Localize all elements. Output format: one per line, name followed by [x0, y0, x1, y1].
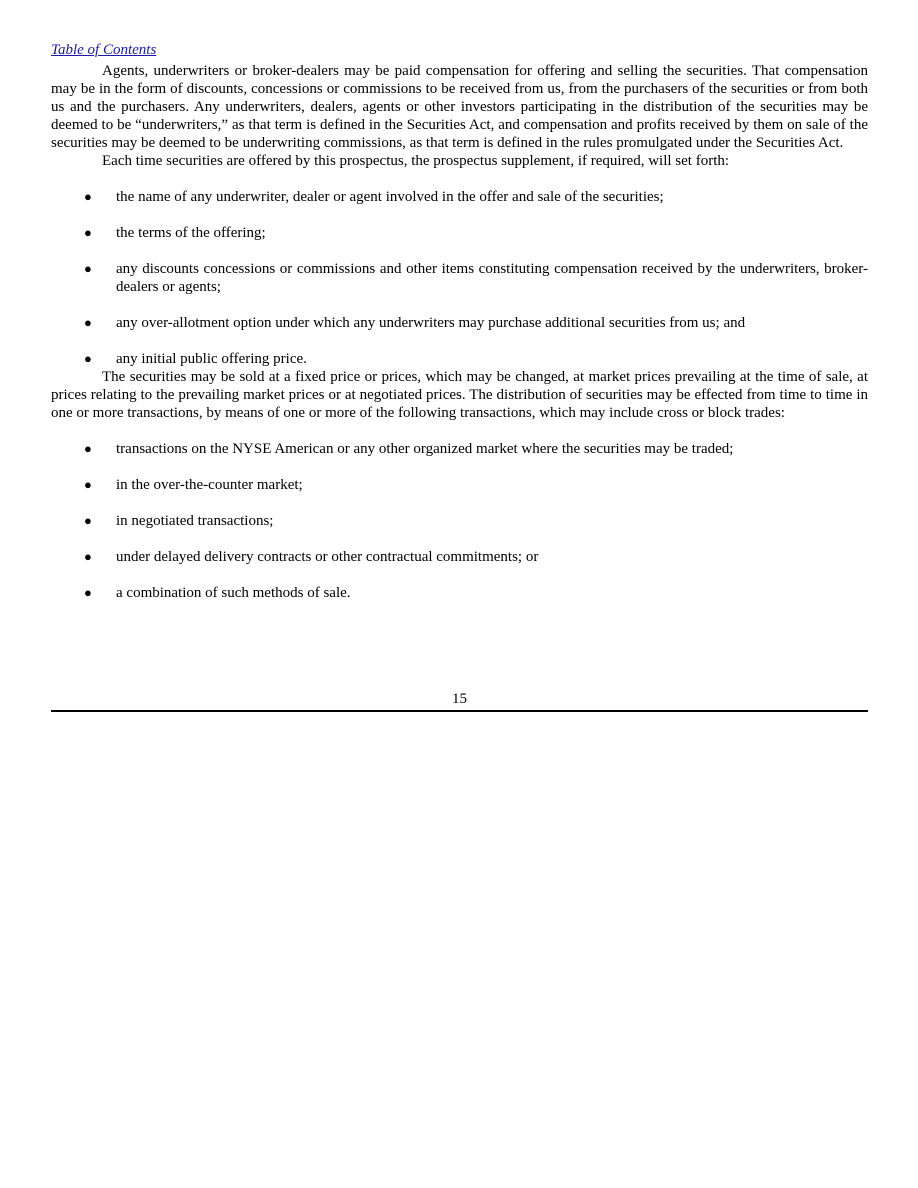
- list-item-text: the terms of the offering;: [116, 225, 266, 241]
- list-item-text: transactions on the NYSE American or any other organized market where the securities may be traded;: [116, 441, 734, 457]
- list-item: [51, 188, 868, 206]
- list-item: [51, 314, 868, 332]
- list-item: [51, 548, 868, 566]
- list-item-text: any discounts concessions or commissions and other items constituting compensation received by the underwriters, broker-dealers or agents;: [116, 261, 868, 295]
- each-time-paragraph: Each time securities are offered by this prospectus, the prospectus supplement, if required, will set forth:: [102, 153, 730, 169]
- list-item: [51, 440, 868, 458]
- list-item: [51, 584, 868, 602]
- page-footer: [51, 690, 868, 712]
- document-page: [51, 38, 868, 602]
- list-item: [51, 260, 868, 296]
- page-number: 15: [452, 691, 467, 707]
- list-item: [51, 512, 868, 530]
- fixed-price-paragraph: The securities may be sold at a fixed price or prices, which may be changed, at market prices prevailing at the time of sale, at prices relating to the prevailing market prices or at negotiated prices. The distribution of securities may be effected from time to time in one or more transactions, by means of one or more of the following transactions, which may include cross or block trades:: [51, 369, 868, 421]
- list-item-text: in the over-the-counter market;: [116, 477, 303, 493]
- list-item-text: any initial public offering price.: [116, 351, 307, 367]
- transaction-methods-list: [51, 440, 868, 602]
- bullet-icon: ●: [84, 477, 92, 492]
- table-of-contents-link[interactable]: Table of Contents: [51, 42, 157, 58]
- compensation-paragraph: Agents, underwriters or broker-dealers may be paid compensation for offering and selling the securities. That compensation may be in the form of discounts, concessions or commissions to be received from us, from the purchasers of the securities or from both us and the purchasers. Any underwriters, dealers, agents or other investors participating in the distribution of the securities may be deemed to be “underwriters,” as that term is defined in the Securities Act, and compensation and profits received by them on sale of the securities may be deemed to be underwriting commissions, as that term is defined in the rules promulgated under the Securities Act.: [51, 63, 868, 151]
- bullet-icon: ●: [84, 585, 92, 600]
- list-item-text: any over-allotment option under which any underwriters may purchase additional securities from us; and: [116, 315, 746, 331]
- bullet-icon: ●: [84, 549, 92, 564]
- footer-divider: [51, 710, 868, 712]
- bullet-icon: ●: [84, 513, 92, 528]
- list-item: [51, 224, 868, 242]
- bullet-icon: ●: [84, 315, 92, 330]
- bullet-icon: ●: [84, 225, 92, 240]
- list-item: [51, 476, 868, 494]
- bullet-icon: ●: [84, 189, 92, 204]
- list-item-text: a combination of such methods of sale.: [116, 585, 351, 601]
- prospectus-supplement-list: [51, 188, 868, 368]
- bullet-icon: ●: [84, 351, 92, 366]
- bullet-icon: ●: [84, 261, 92, 276]
- list-item-text: under delayed delivery contracts or other contractual commitments; or: [116, 549, 539, 565]
- list-item-text: in negotiated transactions;: [116, 513, 274, 529]
- list-item-text: the name of any underwriter, dealer or agent involved in the offer and sale of the securities;: [116, 189, 664, 205]
- bullet-icon: ●: [84, 441, 92, 456]
- list-item: [51, 350, 868, 368]
